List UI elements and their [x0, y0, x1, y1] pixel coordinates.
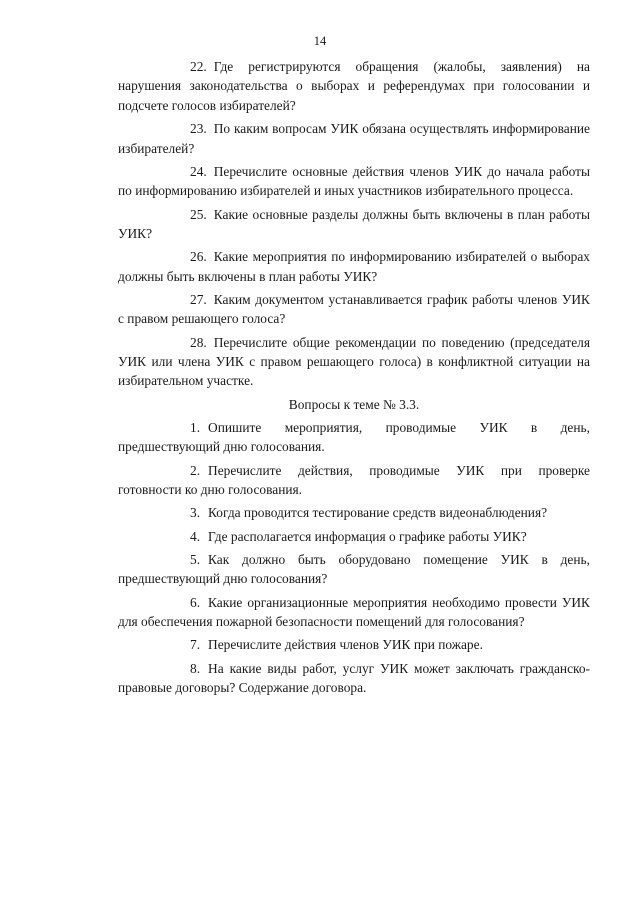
- question-text: Опишите мероприятия, проводимые УИК в день, предшествующий дню голосования.: [118, 420, 590, 455]
- page-number: 14: [313, 34, 327, 48]
- question-item: [118, 162, 590, 201]
- question-item: [118, 635, 590, 654]
- question-number: 24.: [190, 163, 207, 179]
- question-item: [118, 247, 590, 286]
- section-heading: Вопросы к теме № 3.3.: [288, 396, 420, 412]
- question-text: Где регистрируются обращения (жалобы, заявления) на нарушения законодательства о выборах и референдумах при голосовании и подсчете голосов избирателей?: [118, 59, 590, 113]
- question-text: По каким вопросам УИК обязана осуществлять информирование избирателей?: [118, 121, 590, 156]
- question-item: [118, 205, 590, 244]
- question-number: 26.: [190, 249, 207, 265]
- question-number: 28.: [190, 334, 207, 350]
- question-number: 22.: [190, 59, 207, 74]
- question-text: Где располагается информация о графике работы УИК?: [208, 528, 527, 544]
- question-text: Какие организационные мероприятия необходимо провести УИК для обеспечения пожарной безопасности помещений для голосования?: [118, 594, 590, 630]
- question-text: Перечислите основные действия членов УИК до начала работы по информированию избирателей и иных участников избирательного процесса.: [118, 163, 590, 199]
- question-item: [118, 333, 590, 391]
- question-number: 2.: [190, 462, 201, 478]
- question-text: Какие основные разделы должны быть включены в план работы УИК?: [118, 206, 590, 241]
- question-item: [118, 550, 590, 589]
- document-body: [118, 57, 590, 701]
- question-number: 5.: [190, 552, 201, 568]
- question-text: Перечислите действия членов УИК при пожаре.: [208, 637, 483, 653]
- question-item: [118, 527, 590, 546]
- question-item: [118, 290, 590, 329]
- question-text: Как должно быть оборудовано помещение УИК в день, предшествующий дню голосования?: [118, 552, 590, 587]
- question-number: 1.: [190, 420, 201, 436]
- question-number: 27.: [190, 291, 207, 307]
- question-number: 6.: [190, 594, 201, 610]
- question-number: 7.: [190, 637, 201, 653]
- questions-list-part2: [118, 418, 590, 698]
- question-item: [118, 57, 590, 115]
- question-item: [118, 503, 590, 522]
- question-number: 3.: [190, 505, 201, 521]
- question-text: Какие мероприятия по информированию избирателей о выборах должны быть включены в план работы УИК?: [118, 249, 590, 284]
- questions-list-part1: [118, 57, 590, 391]
- question-number: 4.: [190, 528, 201, 544]
- question-number: 25.: [190, 206, 207, 222]
- question-text: Каким документом устанавливается график работы членов УИК с правом решающего голоса?: [118, 291, 590, 327]
- question-item: [118, 593, 590, 632]
- question-text: Перечислите общие рекомендации по поведению (председателя УИК или члена УИК с правом решающего голоса) в конфликтной ситуации на избирательном участке.: [118, 334, 590, 389]
- question-number: 23.: [190, 121, 207, 137]
- question-text: Перечислите действия, проводимые УИК при проверке готовности ко дню голосования.: [118, 462, 590, 498]
- question-item: [118, 659, 590, 698]
- question-item: [118, 418, 590, 457]
- question-text: На какие виды работ, услуг УИК может заключать гражданско-правовые договоры? Содержание договора.: [118, 660, 590, 696]
- question-item: [118, 119, 590, 158]
- question-item: [118, 461, 590, 500]
- question-text: Когда проводится тестирование средств видеонаблюдения?: [208, 505, 548, 521]
- question-number: 8.: [190, 660, 201, 676]
